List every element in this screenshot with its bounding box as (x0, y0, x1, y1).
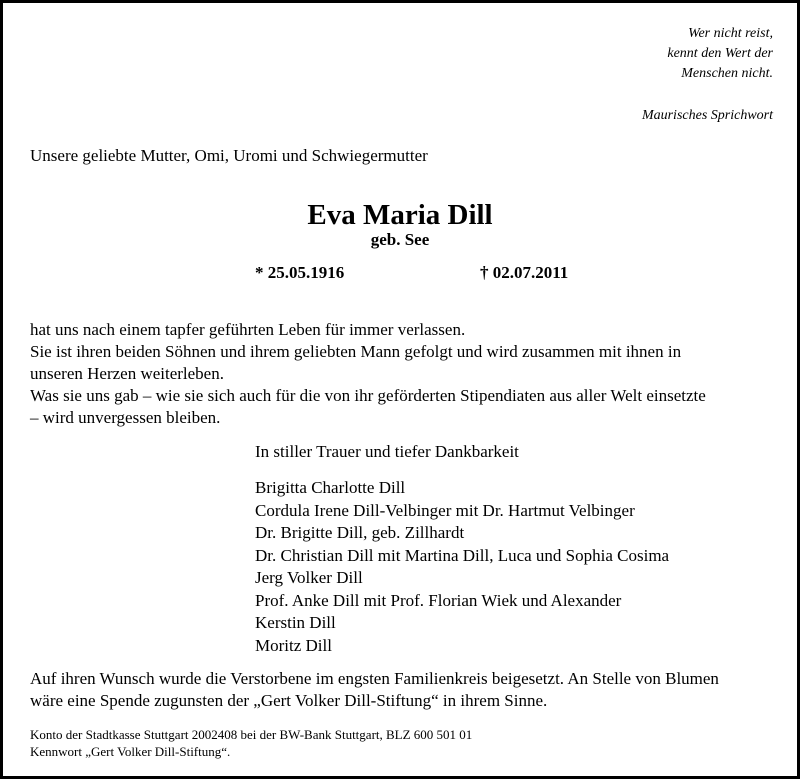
closing-line: Auf ihren Wunsch wurde die Verstorbene im engsten Familienkreis beigesetzt. An Stelle von Blumen (30, 669, 719, 688)
family-list (255, 477, 669, 657)
death-date: † 02.07.2011 (480, 263, 569, 282)
bank-details (30, 726, 472, 760)
family-member: Brigitta Charlotte Dill (255, 478, 406, 497)
body-text (30, 319, 706, 429)
body-line: – wird unvergessen bleiben. (30, 408, 221, 427)
body-line: hat uns nach einem tapfer geführten Leben für immer verlassen. (30, 320, 466, 339)
body-line: Was sie uns gab – wie sie sich auch für die von ihr geförderten Stipendiaten aus aller Welt einsetzte (30, 386, 706, 405)
deceased-name: Eva Maria Dill (307, 199, 493, 231)
family-member: Dr. Christian Dill mit Martina Dill, Luca und Sophia Cosima (255, 545, 670, 565)
body-line: unseren Herzen weiterleben. (30, 364, 224, 383)
birth-date: * 25.05.1916 (255, 263, 345, 282)
family-member: Jerg Volker Dill (255, 568, 363, 587)
bank-line: Konto der Stadtkasse Stuttgart 2002408 bei der BW-Bank Stuttgart, BLZ 600 501 01 (30, 727, 473, 742)
closing-text (30, 668, 719, 712)
body-line: Sie ist ihren beiden Söhnen und ihrem geliebten Mann gefolgt und wird zusammen mit ihnen in (30, 342, 682, 361)
family-member: Cordula Irene Dill-Velbinger mit Dr. Hartmut Velbinger (255, 500, 635, 520)
quote (667, 24, 773, 84)
birth-name: geb. See (370, 230, 430, 249)
closing-line: wäre eine Spende zugunsten der „Gert Volker Dill-Stiftung“ in ihrem Sinne. (30, 691, 548, 710)
intro-text: Unsere geliebte Mutter, Omi, Uromi und Schwiegermutter (30, 146, 428, 165)
bank-line: Kennwort „Gert Volker Dill-Stiftung“. (30, 744, 231, 759)
quote-line: kennt den Wert der (667, 46, 773, 61)
family-member: Moritz Dill (255, 635, 332, 655)
quote-line: Menschen nicht. (681, 66, 773, 81)
quote-line: Wer nicht reist, (688, 26, 773, 41)
quote-attribution: Maurisches Sprichwort (641, 108, 773, 123)
family-member: Prof. Anke Dill mit Prof. Florian Wiek und Alexander (255, 590, 622, 610)
family-member: Dr. Brigitte Dill, geb. Zillhardt (255, 523, 465, 542)
mourning-line: In stiller Trauer und tiefer Dankbarkeit (255, 442, 519, 461)
family-member: Kerstin Dill (255, 613, 336, 632)
